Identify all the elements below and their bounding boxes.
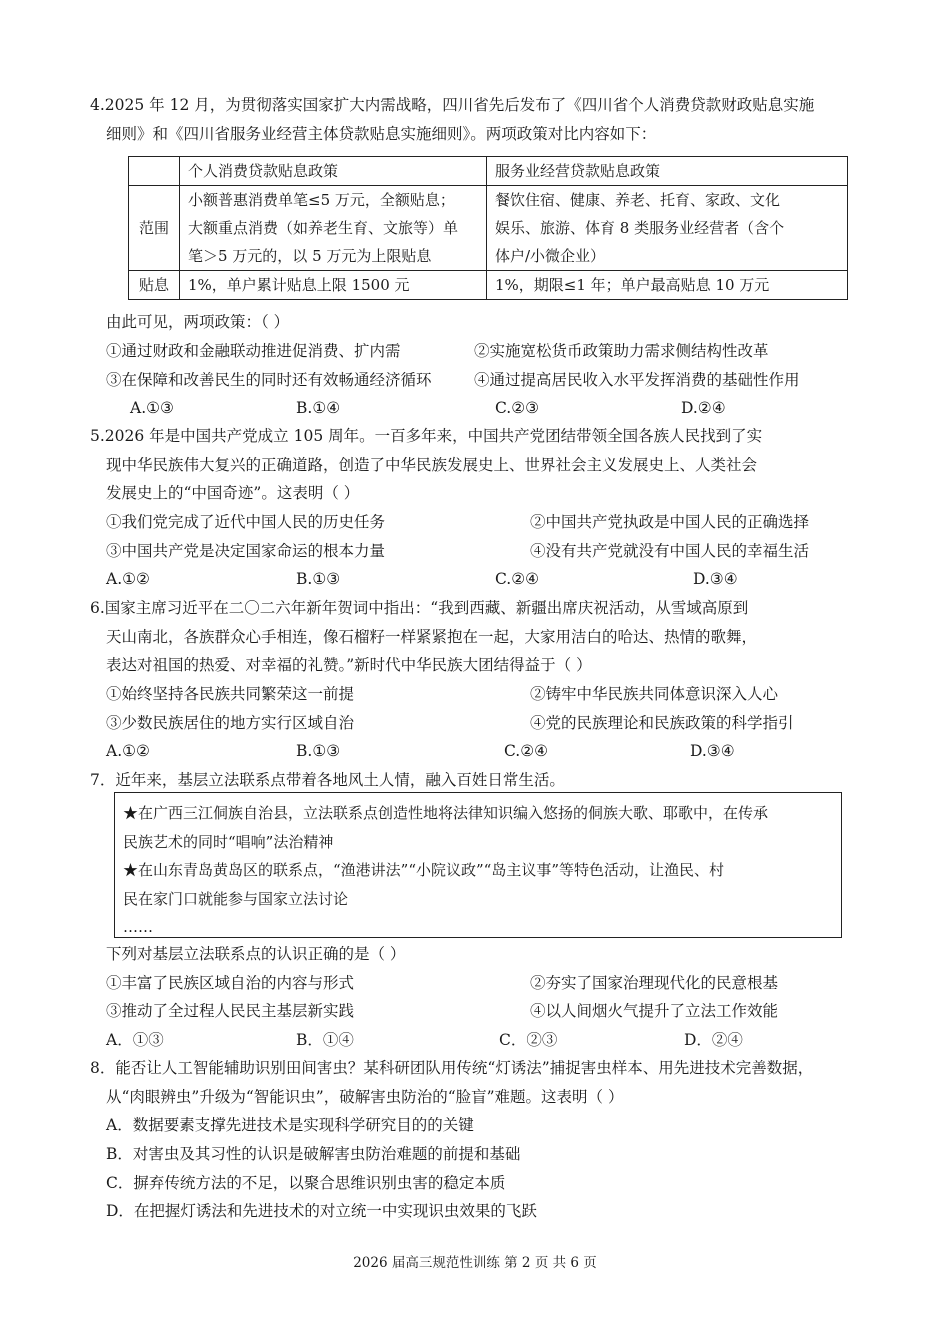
q8-option-a[interactable]: A．数据要素支撑先进技术是实现科学研究目的的关键: [106, 1116, 474, 1134]
q5-line1: 5.2026 年是中国共产党成立 105 周年。一百多年来，中国共产党团结带领全国各族人民找到了实: [90, 427, 763, 445]
q7-material-line: 民在家门口就能参与国家立法讨论: [123, 889, 349, 908]
q5-choice-a[interactable]: A.①②: [106, 570, 150, 588]
q4-choice-d[interactable]: D.②④: [681, 399, 726, 417]
cell-text: 大额重点消费（如养老生育、文旅等）单: [188, 219, 459, 237]
cell-text: 餐饮住宿、健康、养老、托育、家政、文化: [495, 191, 781, 209]
q7-material-line: 民族艺术的同时“唱响”法治精神: [123, 832, 334, 851]
q4-line1: 4.2025 年 12 月，为贯彻落实国家扩大内需战略，四川省先后发布了《四川省个人消费贷款财政贴息实施: [90, 96, 815, 114]
q7-choice-c[interactable]: C．②③: [499, 1031, 558, 1049]
q5-choice-c[interactable]: C.②④: [495, 570, 540, 588]
table-cell-personal-scope: [180, 186, 487, 271]
q7-material-line: ★在山东青岛黄岛区的联系点，“渔港讲法”“小院议政”“岛主议事”等特色活动，让渔民、村: [123, 861, 725, 879]
table-row-header-scope: 范围: [129, 186, 180, 271]
table-row-header-subsidy: 贴息: [129, 271, 180, 300]
q4-choice-a[interactable]: A.①③: [130, 399, 174, 417]
q5-choice-d[interactable]: D.③④: [693, 570, 738, 588]
q4-item-2: ②实施宽松货币政策助力需求侧结构性改革: [474, 342, 769, 360]
q7-item-4: ④以人间烟火气提升了立法工作效能: [530, 1002, 779, 1020]
table-col-header-personal: 个人消费贷款贴息政策: [180, 157, 487, 186]
q7-material-box: [114, 792, 842, 938]
q6-item-3: ③少数民族居住的地方实行区域自治: [106, 714, 355, 732]
q8-option-b[interactable]: B．对害虫及其习性的认识是破解害虫防治难题的前提和基础: [106, 1145, 521, 1163]
q7-item-1: ①丰富了民族区域自治的内容与形式: [106, 974, 355, 992]
q5-line2: 现中华民族伟大复兴的正确道路，创造了中华民族发展史上、世界社会主义发展史上、人类社会: [106, 456, 758, 474]
q7-material-line: ……: [123, 918, 153, 936]
q8-line1: 8．能否让人工智能辅助识别田间害虫？某科研团队用传统“灯诱法”捕捉害虫样本、用先进技术完善数据，: [90, 1059, 814, 1077]
q5-line3: 发展史上的“中国奇迹”。这表明（ ）: [106, 484, 360, 502]
q5-item-1: ①我们党完成了近代中国人民的历史任务: [106, 513, 386, 531]
q8-option-c[interactable]: C．摒弃传统方法的不足，以聚合思维识别虫害的稳定本质: [106, 1174, 506, 1192]
table-cell-service-subsidy: 1%，期限≤1 年；单户最高贴息 10 万元: [487, 271, 848, 300]
table-corner-cell: [129, 157, 180, 186]
page-footer: 2026 届高三规范性训练 第 2 页 共 6 页: [353, 1255, 597, 1271]
table-cell-service-scope: [487, 186, 848, 271]
q7-material-line: ★在广西三江侗族自治县，立法联系点创造性地将法律知识编入悠扬的侗族大歌、耶歌中，在传承: [123, 804, 769, 822]
q5-item-3: ③中国共产党是决定国家命运的根本力量: [106, 542, 386, 560]
q4-choice-c[interactable]: C.②③: [495, 399, 540, 417]
q4-choice-b[interactable]: B.①④: [296, 399, 341, 417]
q6-line2: 天山南北，各族群众心手相连，像石榴籽一样紧紧抱在一起，大家用洁白的哈达、热情的歌舞，: [106, 628, 758, 646]
q6-item-1: ①始终坚持各民族共同繁荣这一前提: [106, 685, 355, 703]
q7-item-3: ③推动了全过程人民民主基层新实践: [106, 1002, 355, 1020]
q6-line3: 表达对祖国的热爱、对幸福的礼赞。”新时代中华民族大团结得益于（ ）: [106, 656, 592, 674]
q4-line2: 细则》和《四川省服务业经营主体贷款贴息实施细则》。两项政策对比内容如下：: [106, 125, 657, 143]
q4-item-4: ④通过提高居民收入水平发挥消费的基础性作用: [474, 371, 800, 389]
table-cell-personal-subsidy: 1%，单户累计贴息上限 1500 元: [180, 271, 487, 300]
q6-line1: 6.国家主席习近平在二〇二六年新年贺词中指出：“我到西藏、新疆出席庆祝活动，从雪域高原到: [90, 599, 749, 617]
q6-item-2: ②铸牢中华民族共同体意识深入人心: [530, 685, 779, 703]
q7-choice-b[interactable]: B．①④: [296, 1031, 354, 1049]
q4-stem: 由此可见，两项政策：（ ）: [106, 313, 290, 331]
q7-stem: 下列对基层立法联系点的认识正确的是（ ）: [106, 945, 406, 963]
q6-choice-a[interactable]: A.①②: [106, 742, 150, 760]
q6-item-4: ④党的民族理论和民族政策的科学指引: [530, 714, 794, 732]
cell-text: 体户/小微企业）: [495, 247, 606, 265]
q6-choice-d[interactable]: D.③④: [690, 742, 735, 760]
q8-line2: 从“肉眼辨虫”升级为“智能识虫”，破解害虫防治的“脸盲”难题。这表明（ ）: [106, 1088, 624, 1106]
q5-item-4: ④没有共产党就没有中国人民的幸福生活: [530, 542, 810, 560]
q6-choice-b[interactable]: B.①③: [296, 742, 341, 760]
q5-item-2: ②中国共产党执政是中国人民的正确选择: [530, 513, 810, 531]
q6-choice-c[interactable]: C.②④: [504, 742, 549, 760]
q8-option-d[interactable]: D．在把握灯诱法和先进技术的对立统一中实现识虫效果的飞跃: [106, 1202, 537, 1220]
q7-item-2: ②夯实了国家治理现代化的民意根基: [530, 974, 779, 992]
cell-text: 娱乐、旅游、体育 8 类服务业经营者（含个: [495, 219, 785, 237]
q4-item-1: ①通过财政和金融联动推进促消费、扩内需: [106, 342, 401, 360]
cell-text: 小额普惠消费单笔≤5 万元，全额贴息；: [188, 191, 455, 209]
table-col-header-service: 服务业经营贷款贴息政策: [487, 157, 848, 186]
q5-choice-b[interactable]: B.①③: [296, 570, 341, 588]
q7-line1: 7．近年来，基层立法联系点带着各地风土人情，融入百姓日常生活。: [90, 771, 565, 789]
policy-comparison-table: [128, 156, 848, 300]
q7-choice-d[interactable]: D．②④: [684, 1031, 743, 1049]
q7-choice-a[interactable]: A．①③: [106, 1031, 164, 1049]
cell-text: 笔＞5 万元的，以 5 万元为上限贴息: [188, 247, 432, 265]
q4-item-3: ③在保障和改善民生的同时还有效畅通经济循环: [106, 371, 432, 389]
